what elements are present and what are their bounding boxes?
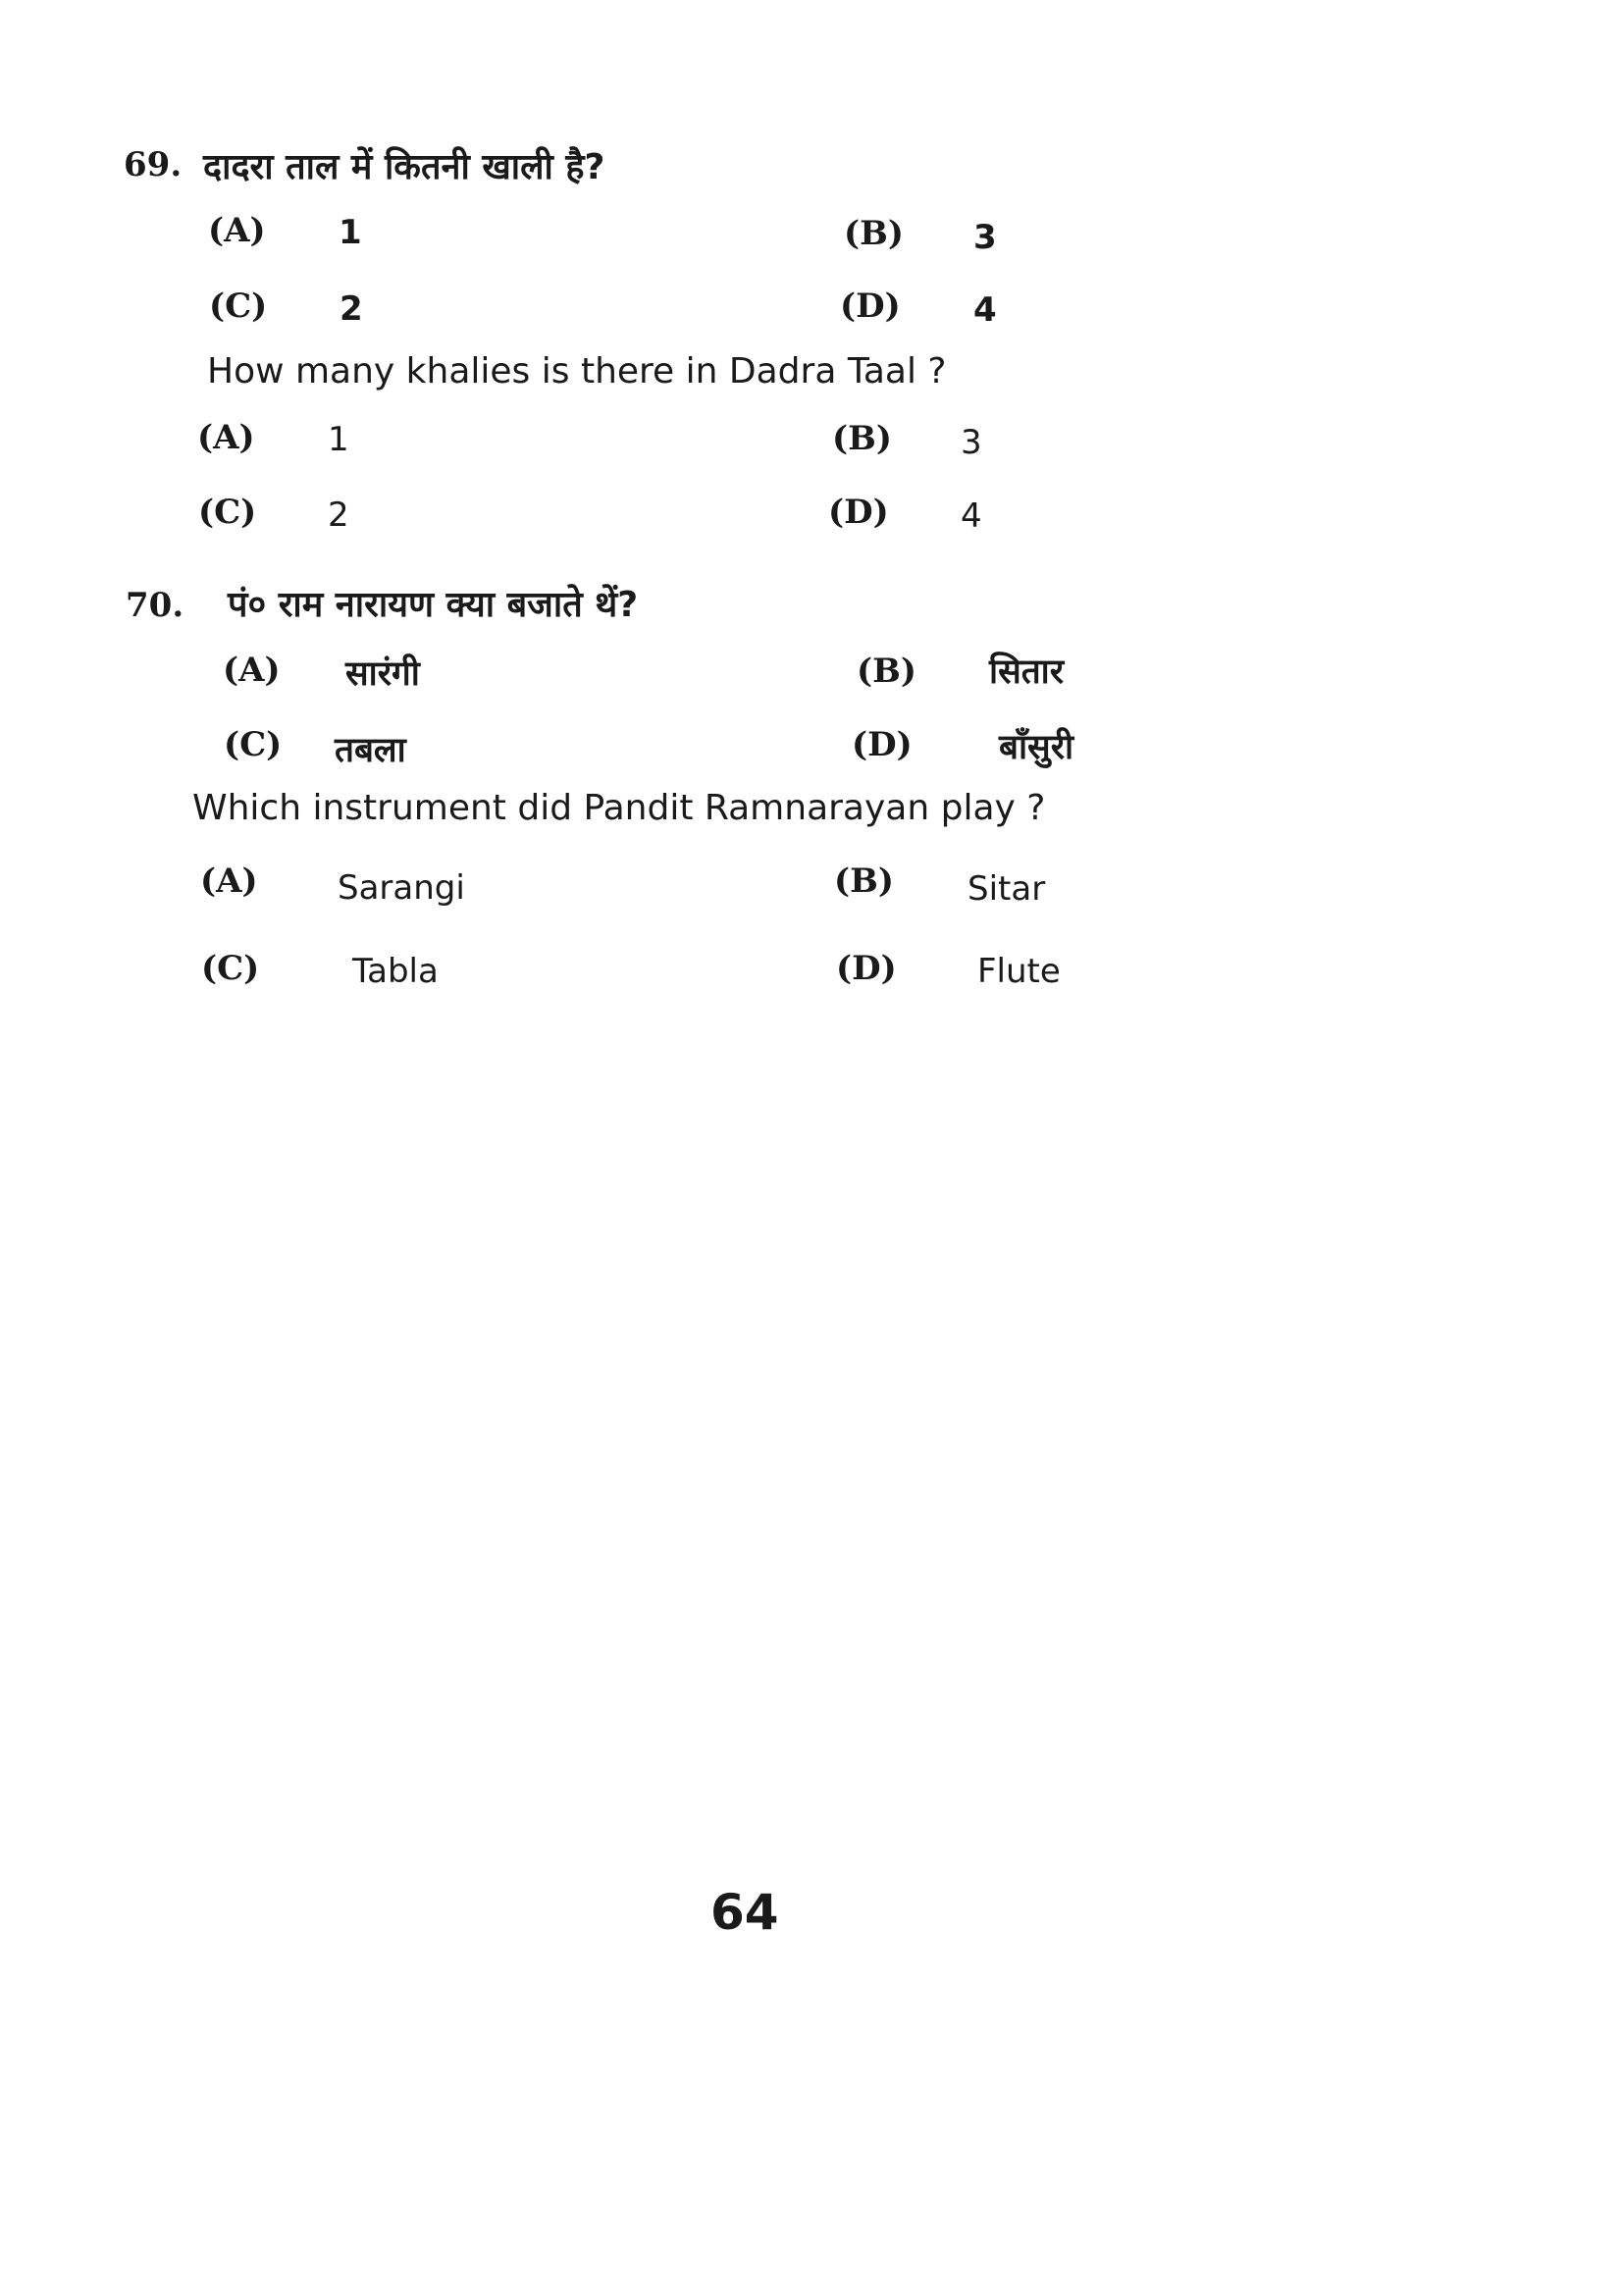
question-text-hindi: पं० राम नारायण क्या बजाते थें? (228, 585, 639, 625)
option-value-c: तबला (335, 731, 406, 770)
option-label-d: (D) (852, 725, 913, 764)
option-label-b: (B) (832, 419, 892, 458)
option-value-d: बाँसुरी (999, 728, 1074, 767)
option-label-a: (A) (197, 418, 255, 457)
option-value-a: 1 (339, 213, 362, 252)
option-value-b: सितार (989, 652, 1065, 692)
option-value-c: 2 (328, 496, 349, 535)
option-value-d: 4 (961, 496, 982, 536)
option-value-d: 4 (973, 290, 997, 330)
question-text-english: Which instrument did Pandit Ramnarayan play ? (192, 788, 1046, 828)
page-number: 64 (710, 1884, 779, 1941)
option-value-d: Flute (977, 952, 1061, 991)
question-number: 70. (126, 586, 184, 625)
question-text-hindi: दादरा ताल में कितनी खाली है? (203, 147, 605, 187)
option-label-b: (B) (834, 861, 894, 901)
option-label-b: (B) (857, 652, 916, 691)
option-value-b: Sitar (968, 869, 1046, 909)
option-label-a: (A) (223, 651, 281, 690)
option-value-b: 3 (973, 218, 997, 257)
option-label-a: (A) (200, 861, 258, 901)
option-label-d: (D) (828, 493, 889, 532)
option-label-d: (D) (836, 949, 897, 988)
option-label-b: (B) (844, 214, 904, 253)
option-value-c: 2 (340, 289, 363, 329)
question-number: 69. (124, 145, 183, 184)
option-value-a: 1 (328, 420, 349, 459)
option-label-a: (A) (208, 211, 266, 250)
option-label-c: (C) (224, 725, 283, 764)
option-label-d: (D) (840, 287, 901, 326)
option-value-c: Tabla (352, 952, 439, 991)
option-value-a: Sarangi (338, 868, 465, 908)
option-label-c: (C) (209, 287, 268, 326)
option-value-b: 3 (961, 423, 982, 462)
option-label-c: (C) (198, 493, 257, 532)
question-text-english: How many khalies is there in Dadra Taal ? (207, 351, 947, 391)
option-value-a: सारंगी (345, 654, 420, 694)
option-label-c: (C) (201, 949, 260, 988)
